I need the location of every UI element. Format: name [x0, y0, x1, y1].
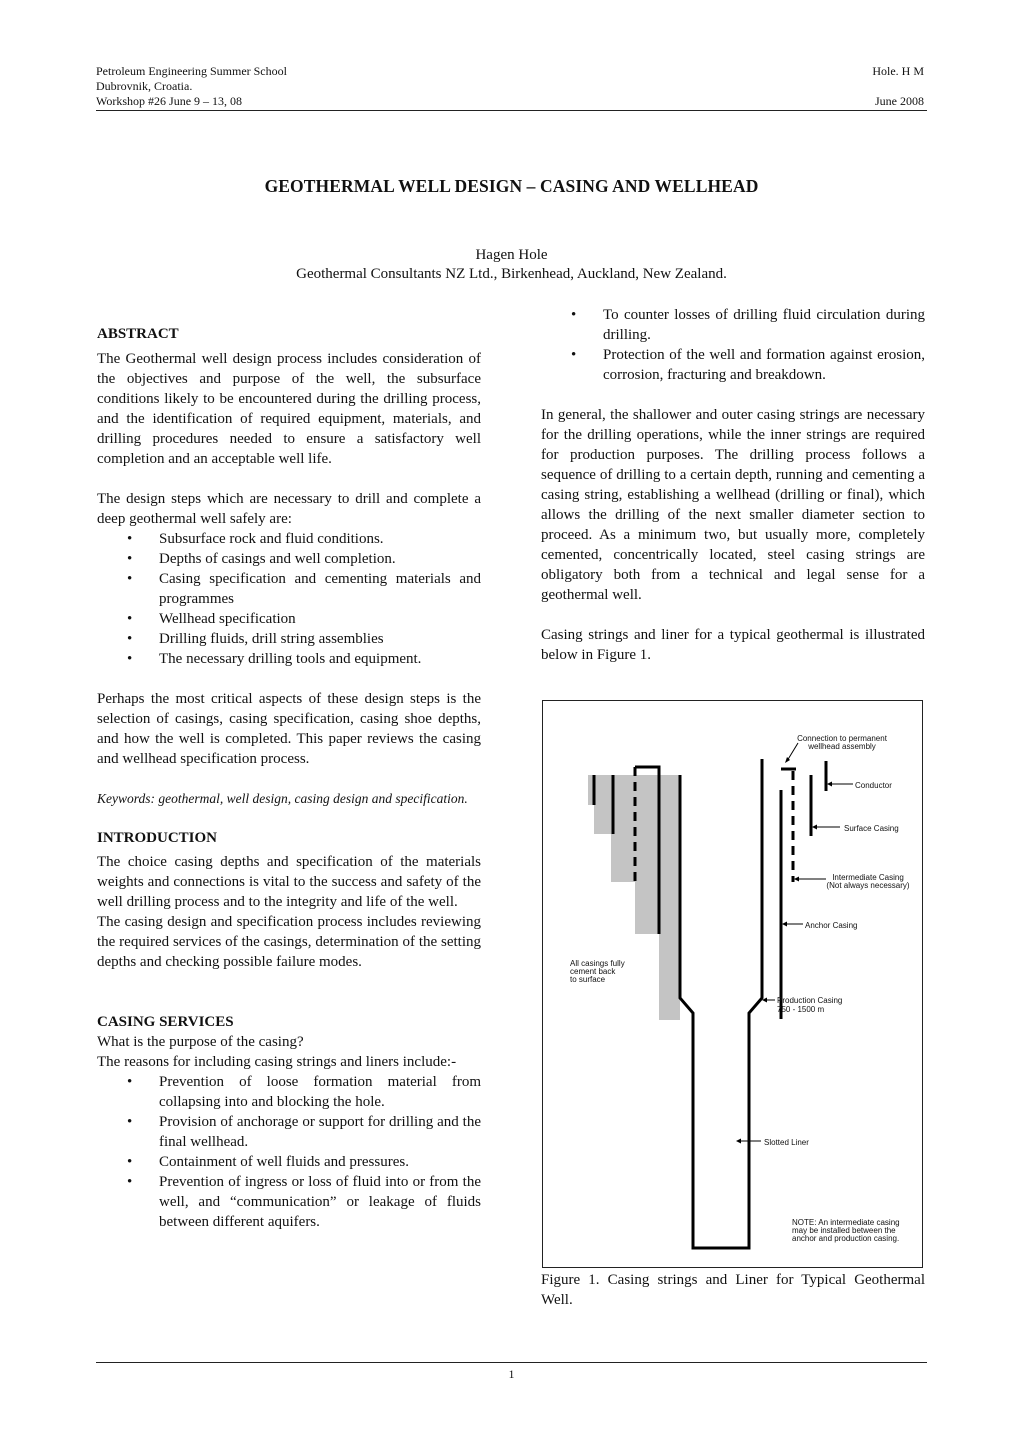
label-wellhead-line2: wellhead assembly	[808, 742, 876, 751]
list-item: • The necessary drilling tools and equipment.	[97, 649, 481, 669]
list-item: • Wellhead specification	[97, 609, 481, 629]
cement-block	[659, 775, 680, 1020]
pointer-wellhead	[787, 743, 798, 761]
design-steps-list	[97, 529, 481, 669]
figure-1-well-diagram	[542, 700, 923, 1268]
cement-block	[635, 775, 659, 934]
arrowhead	[812, 825, 817, 830]
list-item: • Prevention of ingress or loss of fluid into or from the well, and “communication” or leakage of fluids between different aquifers.	[97, 1172, 481, 1232]
left-column	[97, 324, 481, 1232]
header-school: Petroleum Engineering Summer School	[96, 64, 287, 78]
right-column	[541, 305, 925, 665]
label-cement-line3: to surface	[570, 975, 606, 984]
label-note-line1: NOTE: An intermediate casing	[792, 1218, 900, 1227]
arrowhead	[827, 782, 832, 787]
label-conductor: Conductor	[855, 781, 892, 790]
header-location: Dubrovnik, Croatia.	[96, 79, 193, 93]
abstract-heading: ABSTRACT	[97, 326, 179, 342]
running-header-right	[700, 64, 924, 109]
cement-block	[594, 775, 613, 834]
figure-1-caption: Figure 1. Casing strings and Liner for Typical Geothermal Well.	[541, 1272, 925, 1308]
abstract-paragraph-2: The design steps which are necessary to drill and complete a deep geothermal well safely are:	[97, 491, 481, 527]
keywords: Keywords: geothermal, well design, casing design and specification.	[97, 791, 468, 806]
casing-services-question: What is the purpose of the casing?	[97, 1034, 304, 1050]
running-header-left	[96, 64, 287, 109]
production-casing-and-liner	[680, 759, 762, 1248]
body-paragraph-2: Casing strings and liner for a typical geothermal is illustrated below in Figure 1.	[541, 627, 925, 663]
paper-title: GEOTHERMAL WELL DESIGN – CASING AND WELLHEAD	[264, 176, 759, 196]
list-item: • Subsurface rock and fluid conditions.	[97, 529, 481, 549]
page-number: 1	[508, 1367, 515, 1381]
list-item: • Provision of anchorage or support for drilling and the final wellhead.	[97, 1112, 481, 1152]
list-item: • Depths of casings and well completion.	[97, 549, 481, 569]
header-rule	[96, 110, 927, 111]
author-name: Hagen Hole	[475, 247, 548, 263]
casing-services-heading: CASING SERVICES	[97, 1014, 234, 1030]
arrowhead	[736, 1139, 741, 1144]
body-paragraph-1: In general, the shallower and outer casing strings are necessary for the drilling operations, while the inner strings are required for production purposes. The drilling process follows a sequence of drilling to a certain depth, running and cementing a casing string, establishing a wellhead (drilling or final), which allows the drilling of the next smaller diameter section to proceed. As a minimum two, but usually more, completely cemented, concentrically located, steel casing strings are obligatory both from a technical and legal sense for a geothermal well.	[541, 407, 925, 603]
list-item: • Drilling fluids, drill string assemblies	[97, 629, 481, 649]
list-item: • Casing specification and cementing materials and programmes	[97, 569, 481, 609]
casing-services-list-continued	[541, 305, 925, 385]
list-item: • Protection of the well and formation against erosion, corrosion, fracturing and breakdown.	[541, 345, 925, 385]
abstract-paragraph-3: Perhaps the most critical aspects of these design steps is the selection of casings, casing specification, casing shoe depths, and how the well is completed. This paper reviews the casing and wellhead specification process.	[97, 691, 481, 767]
footer-rule	[96, 1362, 927, 1363]
label-cement-line2: cement back	[570, 967, 616, 976]
label-production-line1: Production Casing	[777, 996, 843, 1005]
label-wellhead-line1: Connection to permanent	[797, 734, 887, 743]
arrowhead	[782, 922, 787, 927]
abstract-paragraph-1: The Geothermal well design process includes consideration of the objectives and purpose of the well, the subsurface conditions likely to be encountered during the drilling process, and the identification of required equipment, materials, and drilling procedures needed to ensure a satisfactory well completion and an acceptable well life.	[97, 351, 481, 467]
introduction-paragraph-1: The choice casing depths and specification of the materials weights and connections is vital to the success and safety of the well drilling process and to the integrity and life of the well.	[97, 854, 481, 910]
introduction-heading: INTRODUCTION	[97, 830, 218, 846]
well-casing-diagram	[543, 701, 922, 1267]
label-intermediate-line2: (Not always necessary)	[826, 881, 910, 890]
label-note-line3: anchor and production casing.	[792, 1234, 900, 1243]
list-item: • To counter losses of drilling fluid circulation during drilling.	[541, 305, 925, 345]
label-note-line2: may be installed between the	[792, 1226, 896, 1235]
list-item: • Containment of well fluids and pressures.	[97, 1152, 481, 1172]
label-intermediate-line1: Intermediate Casing	[832, 873, 904, 882]
author-affiliation: Geothermal Consultants NZ Ltd., Birkenhead, Auckland, New Zealand.	[296, 266, 727, 282]
label-slotted-liner: Slotted Liner	[764, 1138, 809, 1147]
list-item: • Prevention of loose formation material from collapsing into and blocking the hole.	[97, 1072, 481, 1112]
casing-services-list	[97, 1072, 481, 1232]
label-surface-casing: Surface Casing	[844, 824, 899, 833]
label-cement-line1: All casings fully	[570, 959, 625, 968]
casing-services-intro: The reasons for including casing strings and liners include:-	[97, 1054, 457, 1070]
header-date: June 2008	[875, 94, 924, 108]
arrowhead	[794, 877, 799, 882]
header-workshop: Workshop #26 June 9 – 13, 08	[96, 94, 243, 108]
label-anchor-casing: Anchor Casing	[805, 921, 858, 930]
cement-block	[611, 775, 635, 882]
header-author: Hole. H M	[872, 64, 924, 78]
label-production-line2: 750 - 1500 m	[777, 1005, 825, 1014]
introduction-paragraph-2: The casing design and specification process includes reviewing the required services of the casings, determination of the setting depths and checking possible failure modes.	[97, 914, 481, 970]
